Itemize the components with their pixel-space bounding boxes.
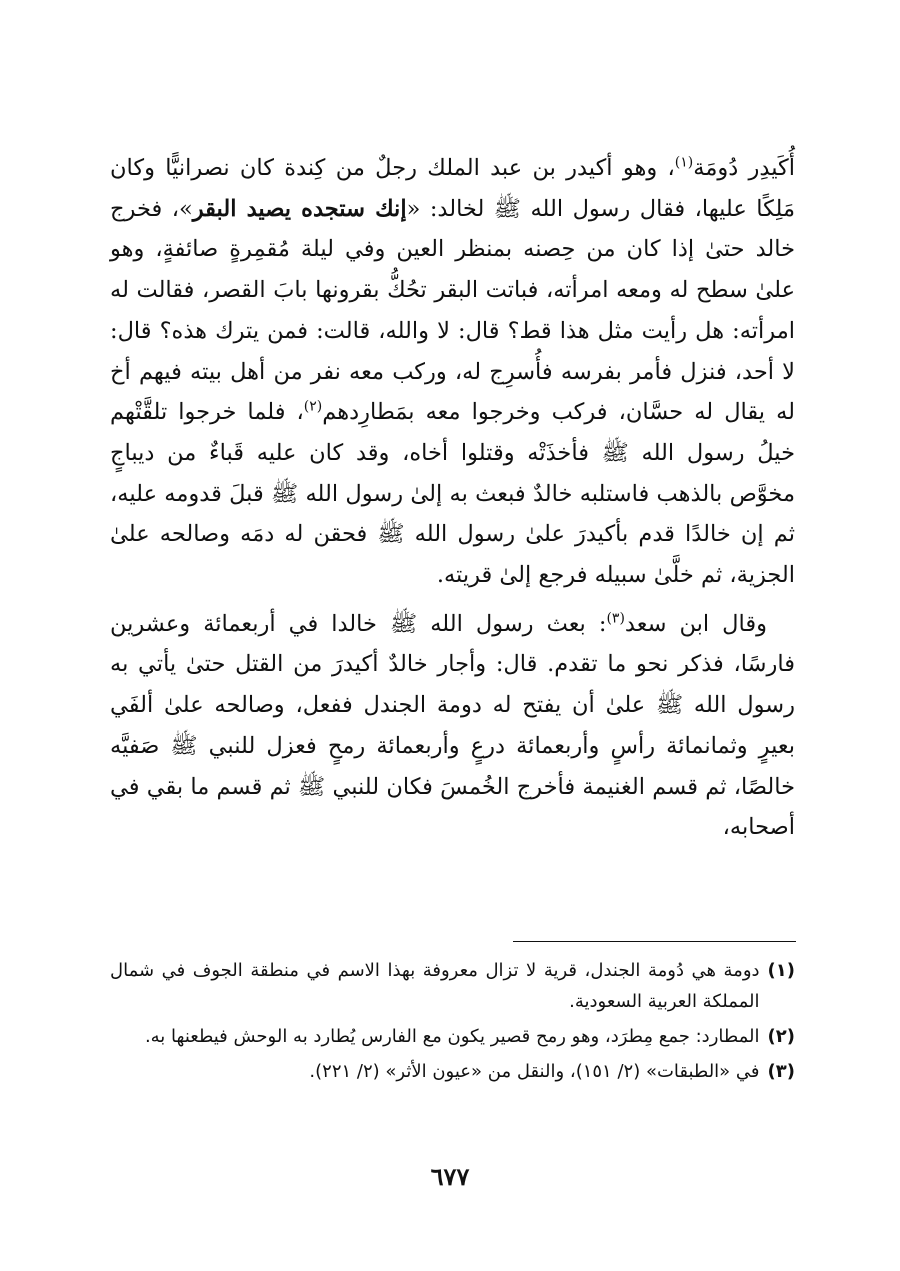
footnote-ref-2[interactable]: (٢) (303, 398, 323, 415)
paragraph-1-segment: »، فخرج خالد حتىٰ إذا كان من حِصنه بمنظر العين وفي ليلة مُقمِرةٍ صائفةٍ، وهو علىٰ سطح له ومعه امرأته، فباتت البقر تحُكُّ بقرونها بابَ القصر، فقالت له امرأته: هل رأيت مثل هذا قط؟ قال: لا والله، قالت: فمن يترك هذه؟ قال: لا أحد، فنزل فأمر بفرسه فأُسرِج له، وركب معه نفر من أهل بيته فيهم أخ له يقال له حسَّان، فركب وخرجوا معه بمَطارِدهم (110, 195, 795, 426)
footnote-divider (513, 941, 796, 942)
paragraph-1-segment: أُكَيدِر دُومَة (693, 155, 795, 181)
paragraph-1-segment: ، فلما خرجوا تلقَّتْهم خيلُ رسول الله ﷺ فأخذَتْه وقتلوا أخاه، وقد كان عليه قَباءٌ من ديباجٍ مخوَّص بالذهب فاستلبه خالدٌ فبعث به إلىٰ رسول الله ﷺ قبلَ قدومه عليه، ثم إن خالدًا قدم بأكيدرَ علىٰ رسول الله ﷺ فحقن له دمَه وصالحه علىٰ الجزية، ثم خلَّىٰ سبيله فرجع إلىٰ قريته. (110, 399, 795, 589)
footnote-1 (110, 955, 795, 1017)
footnote-text: دومة هي دُومة الجندل، قرية لا تزال معروفة بهذا الاسم في منطقة الجوف في شمال المملكة العربية السعودية. (110, 960, 760, 1012)
footnote-number: (١) (767, 960, 795, 981)
footnote-3 (110, 1056, 795, 1087)
footnote-2 (110, 1021, 795, 1052)
paragraph-2-segment: وقال ابن سعد (624, 610, 767, 637)
paragraph-2 (110, 604, 795, 848)
footnote-number: (٣) (767, 1061, 795, 1082)
paragraph-2-segment: : بعث رسول الله ﷺ خالدا في أربعمائة وعشرين فارسًا، فذكر نحو ما تقدم. قال: وأجار خالدٌ أكيدرَ من القتل حتىٰ يأتي به رسول الله ﷺ علىٰ أن يفتح له دومة الجندل ففعل، وصالحه علىٰ ألفَي بعيرٍ وثمانمائة رأسٍ وأربعمائة درعٍ وأربعمائة رمحٍ فعزل للنبي ﷺ صَفيَّه خالصًا، ثم قسم الغنيمة فأخرج الخُمسَ فكان للنبي ﷺ ثم قسم ما بقي في أصحابه، (110, 610, 795, 841)
paragraph-1 (110, 148, 795, 596)
footnote-ref-1[interactable]: (١) (674, 154, 694, 171)
footnote-text: المطارد: جمع مِطرَد، وهو رمح قصير يكون مع الفارس يُطارد به الوحش فيطعنها به. (144, 1026, 760, 1047)
page-number: ٦٧٧ (430, 1162, 470, 1191)
footnote-number: (٢) (767, 1026, 795, 1047)
hadith-quote: إنك ستجده يصيد البقر (192, 195, 407, 222)
paragraph-1-segment: ، وهو أكيدر بن عبد الملك رجلٌ من كِندة كان نصرانيًّا وكان مَلِكًا عليها، فقال رسول الله ﷺ لخالد: « (110, 155, 796, 222)
footnotes (110, 955, 795, 1091)
footnote-text: في «الطبقات» (٢/ ١٥١)، والنقل من «عيون الأثر» (٢/ ٢٢١). (309, 1061, 760, 1082)
main-text (110, 148, 795, 848)
footnote-ref-3[interactable]: (٣) (606, 610, 625, 627)
